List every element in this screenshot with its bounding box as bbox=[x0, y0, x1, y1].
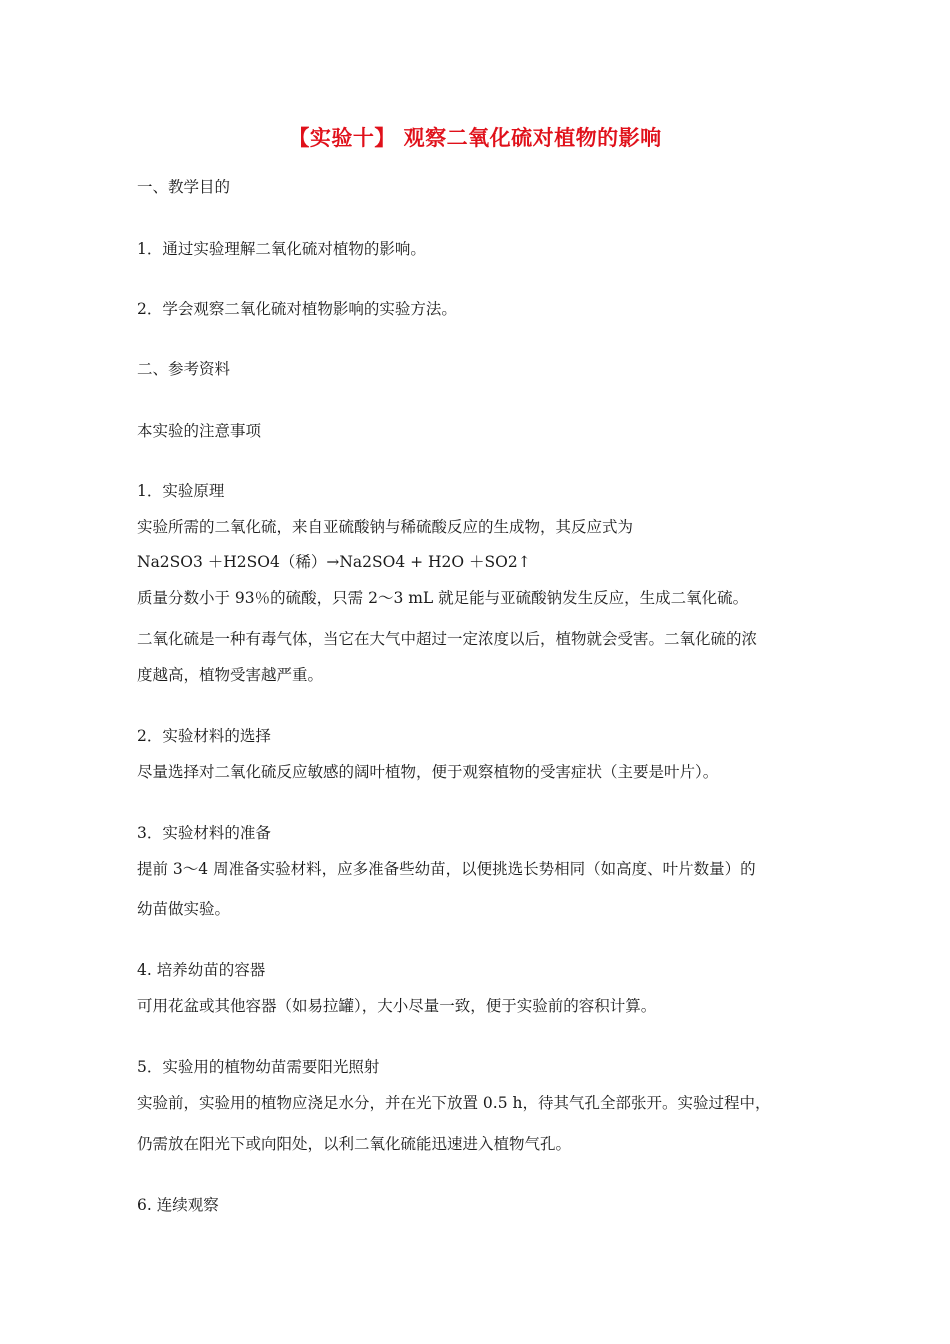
principle-text-line: 二氧化硫是一种有毒气体，当它在大气中超过一定浓度以后，植物就会受害。二氧化硫的浓 bbox=[137, 630, 758, 648]
container-text: 可用花盆或其他容器（如易拉罐），大小尽量一致，便于实验前的容积计算。 bbox=[137, 997, 657, 1015]
item-heading-principle: 1．实验原理 bbox=[137, 482, 225, 500]
item-heading-sunlight: 5．实验用的植物幼苗需要阳光照射 bbox=[137, 1058, 380, 1076]
sunlight-text: 实验前，实验用的植物应浇足水分，并在光下放置 0.5 h，待其气孔全部张开。实验过程中， bbox=[137, 1094, 771, 1112]
reaction-equation: Na2SO3 ＋H2SO4（稀）→Na2SO4 + H2O ＋SO2↑ bbox=[137, 553, 531, 571]
principle-text-line: 实验所需的二氧化硫，来自亚硫酸钠与稀硫酸反应的生成物，其反应式为 bbox=[137, 518, 634, 536]
item-heading-observation: 6. 连续观察 bbox=[137, 1196, 219, 1214]
material-selection-text: 尽量选择对二氧化硫反应敏感的阔叶植物，便于观察植物的受害症状（主要是叶片）。 bbox=[137, 763, 719, 781]
item-heading-material-selection: 2．实验材料的选择 bbox=[137, 727, 271, 745]
section-heading-objectives: 一、教学目的 bbox=[137, 178, 231, 196]
principle-text-line: 度越高，植物受害越严重。 bbox=[137, 666, 324, 684]
document-title: 【实验十】 观察二氧化硫对植物的影响 bbox=[288, 126, 662, 150]
item-heading-material-preparation: 3．实验材料的准备 bbox=[137, 824, 271, 842]
item-heading-container: 4. 培养幼苗的容器 bbox=[137, 961, 266, 979]
objective-item-2: 2．学会观察二氧化硫对植物影响的实验方法。 bbox=[137, 300, 457, 318]
material-preparation-text: 幼苗做实验。 bbox=[137, 900, 231, 918]
objective-item-1: 1．通过实验理解二氧化硫对植物的影响。 bbox=[137, 240, 426, 258]
sunlight-text: 仍需放在阳光下或向阳处，以利二氧化硫能迅速进入植物气孔。 bbox=[137, 1135, 572, 1153]
material-preparation-text: 提前 3～4 周准备实验材料，应多准备些幼苗，以便挑选长势相同（如高度、叶片数量）的 bbox=[137, 860, 756, 878]
section-heading-references: 二、参考资料 bbox=[137, 360, 231, 378]
notes-heading: 本实验的注意事项 bbox=[137, 422, 262, 440]
principle-text-line: 质量分数小于 93％的硫酸，只需 2～3 mL 就足能与亚硫酸钠发生反应，生成二氧化硫。 bbox=[137, 589, 749, 607]
